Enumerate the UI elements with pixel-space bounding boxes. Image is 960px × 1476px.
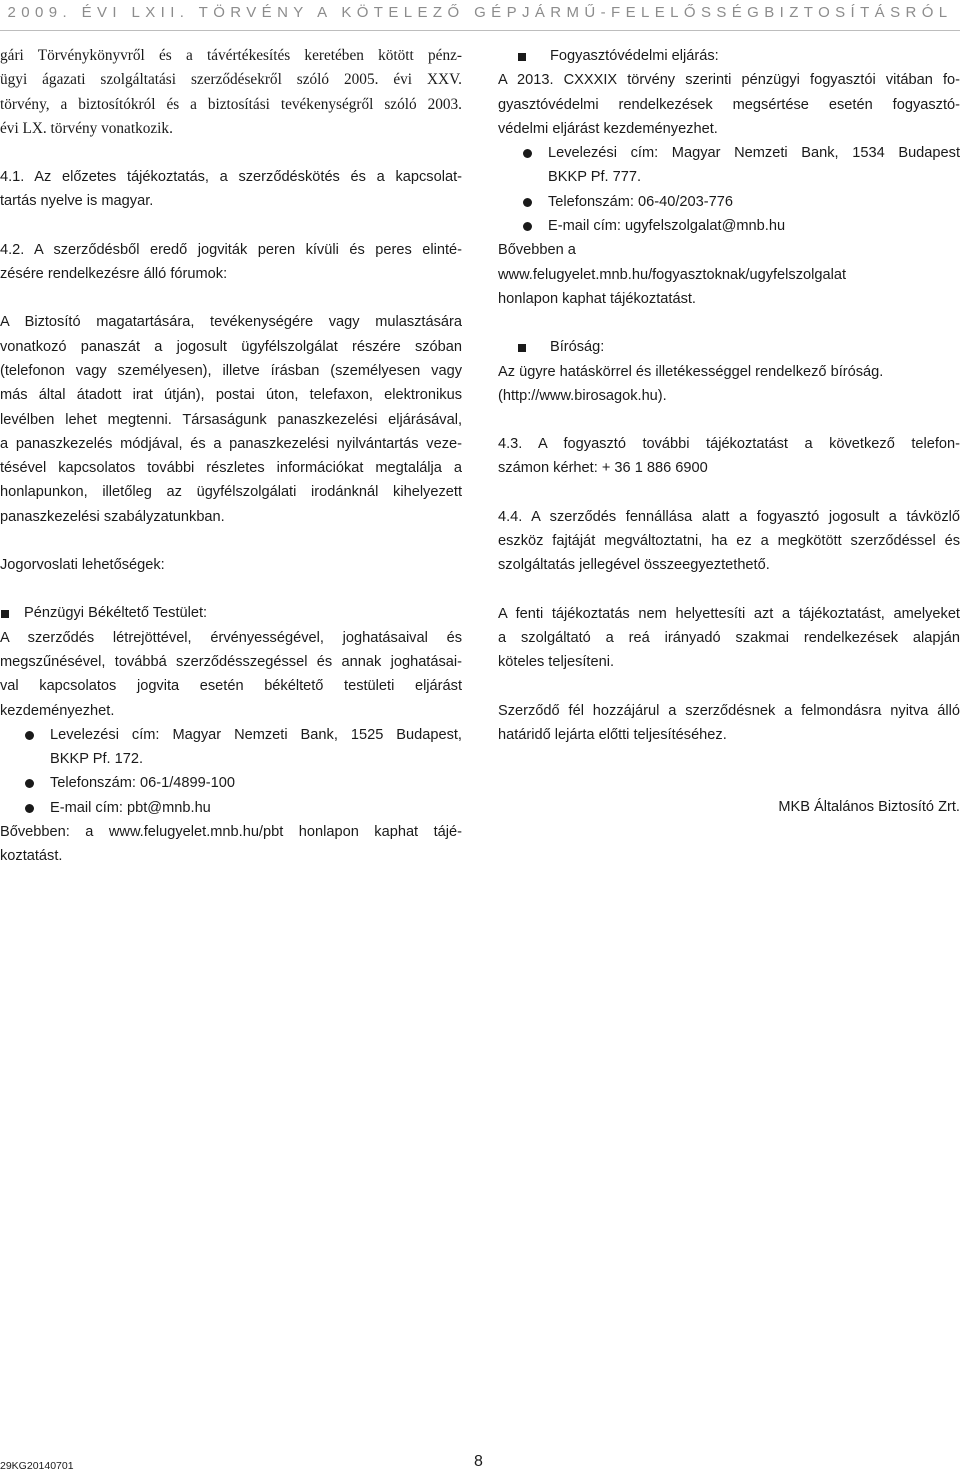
text-line: A fenti tájékoztatás nem helyettesíti azt a tájékoztatást, amelyeket	[498, 605, 960, 622]
court-title-row	[498, 335, 960, 359]
consumer-title-row	[498, 44, 960, 68]
right-column	[498, 44, 960, 819]
round-bullet-icon	[523, 198, 532, 207]
text-line: Bővebben a	[498, 242, 576, 259]
text-line: 4.2. A szerződésből eredő jogviták peren kívüli és peres elinté-	[0, 241, 462, 258]
running-header-title: 2009. ÉVI LXII. TÖRVÉNY A KÖTELEZŐ GÉPJÁRMŰ-FELELŐSSÉGBIZTOSÍTÁSRÓL	[7, 4, 953, 21]
left-column	[0, 44, 462, 869]
text-line: a szolgáltató a reá irányadó szakmai rendelkezések alapján	[498, 629, 960, 646]
text-line: www.felugyelet.mnb.hu/fogyasztoknak/ugyfelszolgalat	[498, 266, 847, 283]
page-number: 8	[474, 1453, 483, 1470]
consumer-phone-item	[498, 190, 960, 214]
text-line: val kapcsolatos jogvita esetén békéltető testületi eljárást	[0, 678, 462, 695]
section-4-4	[498, 505, 960, 578]
consent-paragraph	[498, 699, 960, 748]
text-line: gyasztóvédelmi rendelkezések megsértése esetén fogyasztó-	[498, 96, 960, 113]
text-line: kezdeményezhet.	[0, 702, 115, 719]
text-line: gári Törvénykönyvről és a távértékesítés keretében kötött pénz-	[0, 47, 462, 64]
text-line: évi LX. törvény vonatkozik.	[0, 119, 173, 137]
text-line: védelmi eljárást kezdeményezhet.	[498, 120, 718, 137]
pbt-phone: Telefonszám: 06-1/4899-100	[50, 775, 235, 792]
text-line: Szerződő fél hozzájárul a szerződésnek a felmondásra nyitva álló	[498, 702, 960, 719]
court-title: Bíróság:	[550, 339, 605, 356]
text-line: megszűnésével, továbbá szerződésszegéssel és annak joghatásai-	[0, 653, 462, 670]
text-line: Bővebben: a www.felugyelet.mnb.hu/pbt honlapon kaphat tájé-	[0, 824, 462, 841]
text-line: Levelezési cím: Magyar Nemzeti Bank, 1525 Budapest,	[50, 726, 462, 743]
pbt-title: Pénzügyi Békéltető Testület:	[24, 605, 208, 622]
section-4-2	[0, 238, 462, 287]
round-bullet-icon	[25, 779, 34, 788]
document-code: 29KG20140701	[0, 1460, 74, 1472]
text-line: törvény, a biztosítókról és a biztosítási tevékenységről szóló 2003.	[0, 95, 462, 113]
text-line: tartás nyelve is magyar.	[0, 193, 154, 210]
square-bullet-icon	[518, 53, 526, 61]
text-line: BKKP Pf. 777.	[548, 169, 642, 186]
round-bullet-icon	[523, 149, 532, 158]
pbt-title-row	[0, 601, 462, 625]
consumer-email-item	[498, 214, 960, 238]
text-line: köteles teljesíteni.	[498, 654, 615, 671]
signature: MKB Általános Biztosító Zrt.	[778, 799, 960, 816]
section-4-3	[498, 432, 960, 481]
text-line: A szerződés létrejöttével, érvényességével, joghatásaival és	[0, 629, 462, 646]
text-line: vonatkozó panaszát a jogosult ügyfélszolgálat részére szóban	[0, 338, 462, 355]
text-line: zésére rendelkezésre álló fórumok:	[0, 266, 228, 283]
complaint-paragraph	[0, 310, 462, 529]
consumer-email: E-mail cím: ugyfelszolgalat@mnb.hu	[548, 218, 786, 235]
running-header	[0, 0, 960, 31]
text-line: BKKP Pf. 172.	[50, 751, 144, 768]
text-line: a panaszkezelés módjával, és a panaszkezelési nyilvántartás veze-	[0, 435, 462, 452]
text-line: ügyi ágazati szolgáltatási szerződésekről szóló 2005. évi XXV.	[0, 71, 462, 89]
text-line: levélben lehet megtenni. Társaságunk panaszkezelési eljárásával,	[0, 411, 462, 428]
pbt-email-item	[0, 796, 462, 820]
pbt-phone-item	[0, 771, 462, 795]
square-bullet-icon	[518, 344, 526, 352]
intro-paragraph	[0, 44, 462, 141]
text-line: 4.4. A szerződés fennállása alatt a fogyasztó jogosult a távközlő	[498, 508, 960, 525]
text-line: A Biztosító magatartására, tevékenységére vagy mulasztására	[0, 314, 462, 331]
text-line: Az ügyre hatáskörrel és illetékességgel rendelkező bíróság.	[498, 363, 884, 380]
consumer-protection-section	[498, 44, 960, 311]
text-line: koztatást.	[0, 848, 63, 865]
court-section	[498, 335, 960, 408]
text-line: 4.1. Az előzetes tájékoztatás, a szerződéskötés és a kapcsolat-	[0, 169, 462, 186]
text-line: (telefonon vagy személyesen), illetve írásban (személyesen vagy	[0, 362, 462, 379]
text-line: A 2013. CXXXIX törvény szerinti pénzügyi fogyasztói vitában fo-	[498, 72, 960, 89]
pbt-email: E-mail cím: pbt@mnb.hu	[50, 799, 211, 816]
round-bullet-icon	[25, 731, 34, 740]
text-line: honlapon kaphat tájékoztatást.	[498, 290, 696, 307]
remedies-label: Jogorvoslati lehetőségek:	[0, 557, 165, 574]
consumer-title: Fogyasztóvédelmi eljárás:	[550, 48, 719, 64]
text-line: Levelezési cím: Magyar Nemzeti Bank, 1534 Budapest	[548, 145, 960, 162]
text-line: tésével kapcsolatos további részletes információkat megtalálja a	[0, 460, 462, 477]
text-line: határidő lejárta előtti teljesítéséhez.	[498, 726, 727, 743]
text-line: honlapunkon, illetőleg az ügyfélszolgálati irodánknál kihelyezett	[0, 484, 462, 501]
round-bullet-icon	[25, 804, 34, 813]
notice-paragraph	[498, 602, 960, 675]
square-bullet-icon	[1, 610, 9, 618]
section-4-1	[0, 165, 462, 214]
consumer-address-item	[498, 141, 960, 190]
pbt-section	[0, 601, 462, 868]
text-line: számon kérhet: + 36 1 886 6900	[498, 460, 708, 477]
round-bullet-icon	[523, 222, 532, 231]
text-line: más által átadott irat útján), postai úton, telefaxon, elektronikus	[0, 387, 462, 404]
text-line: 4.3. A fogyasztó további tájékoztatást a következő telefon-	[498, 436, 960, 453]
pbt-address-item	[0, 723, 462, 772]
text-line: panaszkezelési szabályzatunkban.	[0, 508, 225, 525]
consumer-phone: Telefonszám: 06-40/203-776	[548, 193, 733, 210]
text-line: (http://www.birosagok.hu).	[498, 387, 667, 404]
text-line: szolgáltatás jellegével összeegyeztethető.	[498, 557, 770, 574]
text-line: eszköz fajtáját megváltoztatni, ha ez a megkötött szerződéssel és	[498, 533, 960, 550]
